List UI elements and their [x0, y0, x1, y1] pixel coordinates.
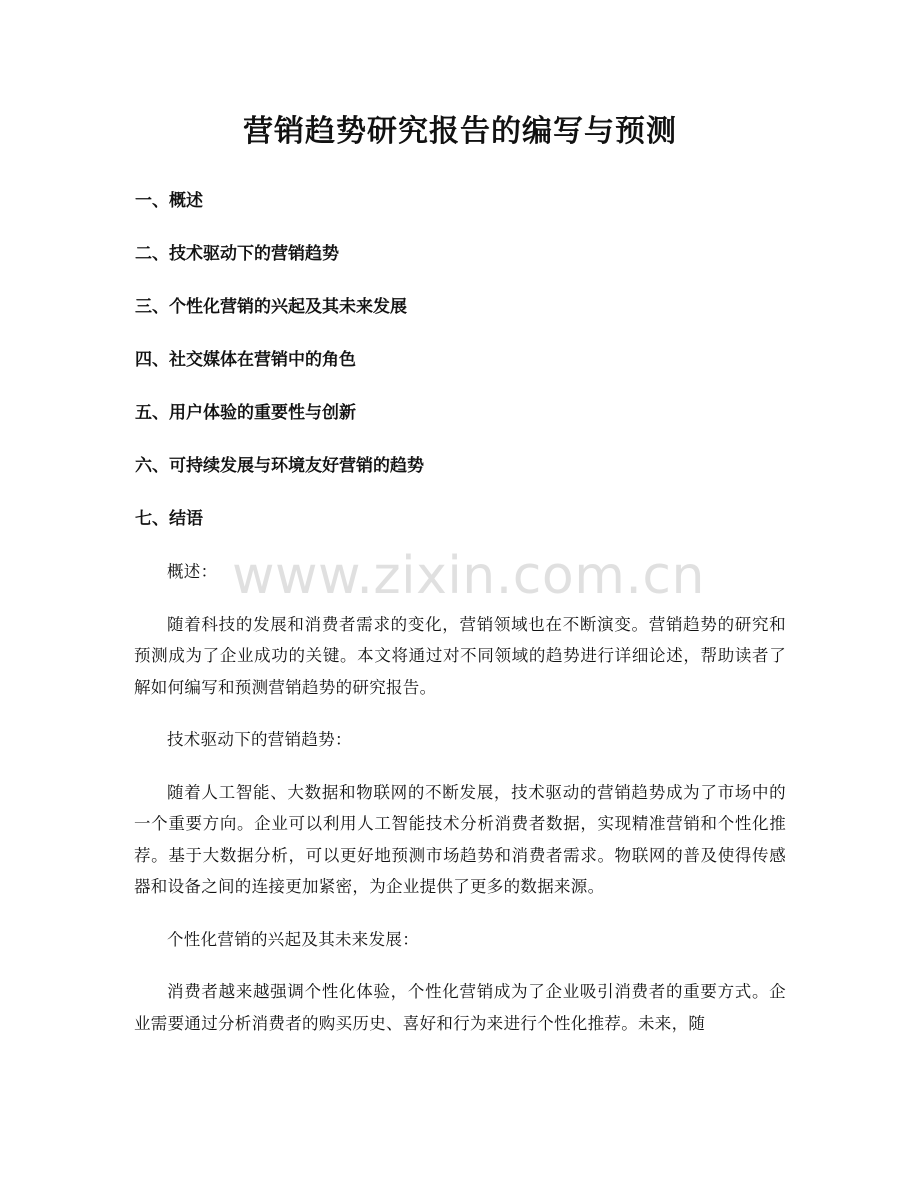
toc-item-sustainability: 六、可持续发展与环境友好营销的趋势 [135, 456, 424, 476]
watermark: www.zixin.com.cn [232, 546, 705, 606]
toc-item-social-media: 四、社交媒体在营销中的角色 [135, 350, 356, 370]
section-body-overview: 随着科技的发展和消费者需求的变化，营销领域也在不断演变。营销趋势的研究和预测成为了企业成功的关键。本文将通过对不同领域的趋势进行详细论述，帮助读者了解如何编写和预测营销趋势的研究报告。 [134, 614, 786, 697]
toc-item-tech-trends: 二、技术驱动下的营销趋势 [135, 244, 339, 264]
section-heading-tech-trends: 技术驱动下的营销趋势： [167, 730, 352, 749]
toc-item-conclusion: 七、结语 [135, 509, 203, 529]
toc-item-personalization: 三、个性化营销的兴起及其未来发展 [135, 297, 407, 317]
toc-item-overview: 一、概述 [135, 191, 203, 211]
toc-item-user-experience: 五、用户体验的重要性与创新 [135, 403, 356, 423]
table-of-contents [135, 186, 424, 557]
section-body-personalization: 消费者越来越强调个性化体验，个性化营销成为了企业吸引消费者的重要方式。企业需要通过分析消费者的购买历史、喜好和行为来进行个性化推荐。未来，随 [134, 982, 786, 1033]
document-title: 营销趋势研究报告的编写与预测 [243, 114, 677, 149]
document-body [134, 556, 786, 1060]
section-heading-personalization: 个性化营销的兴起及其未来发展： [167, 929, 419, 949]
section-heading-overview: 概述： [167, 562, 218, 581]
section-body-tech-trends: 随着人工智能、大数据和物联网的不断发展，技术驱动的营销趋势成为了市场中的一个重要方向。企业可以利用人工智能技术分析消费者数据，实现精准营销和个性化推荐。基于大数据分析，可以更好地预测市场趋势和消费者需求。物联网的普及使得传感器和设备之间的连接更加紧密，为企业提供了更多的数据来源。 [134, 782, 786, 896]
